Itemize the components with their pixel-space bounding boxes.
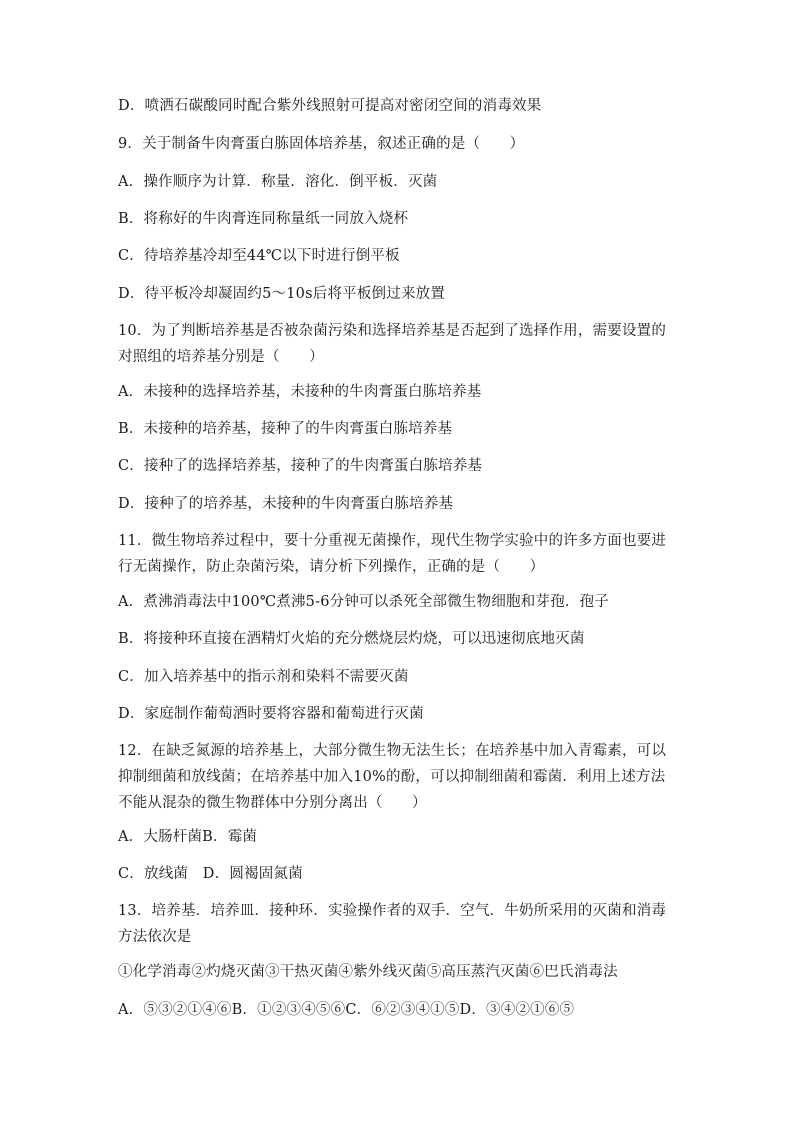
q12-options-cd: C．放线菌 D．圆褐固氮菌 [118, 866, 303, 882]
q11-stem: 11．微生物培养过程中，要十分重视无菌操作，现代生物学实验中的许多方面也要进行无菌操作，防止杂菌污染，请分析下列操作，正确的是（ ） [118, 533, 667, 575]
q11-option-b: B．将接种环直接在酒精灯火焰的充分燃烧层灼烧，可以迅速彻底地灭菌 [118, 631, 585, 647]
q9-option-c: C．待培养基冷却至44℃以下时进行倒平板 [118, 248, 400, 264]
q10-option-c: C．接种了的选择培养基，接种了的牛肉膏蛋白胨培养基 [118, 458, 483, 474]
q11-option-c: C．加入培养基中的指示剂和染料不需要灭菌 [118, 669, 409, 685]
q9-option-b: B．将称好的牛肉膏连同称量纸一同放入烧杯 [118, 211, 409, 227]
q9-stem: 9．关于制备牛肉膏蛋白胨固体培养基，叙述正确的是（ ） [118, 136, 525, 152]
q11-option-a: A．煮沸消毒法中100℃煮沸5-6分钟可以杀死全部微生物细胞和芽孢．孢子 [118, 594, 609, 610]
q12-stem: 12．在缺乏氮源的培养基上，大部分微生物无法生长；在培养基中加入青霉素，可以抑制细菌和放线菌；在培养基中加入10%的酚，可以抑制细菌和霉菌．利用上述方法不能从混杂的微生物群体中分别分离出（ ） [118, 743, 667, 811]
q8-option-d: D．喷洒石碳酸同时配合紫外线照射可提高对密闭空间的消毒效果 [118, 98, 542, 114]
q12-options-ab: A．大肠杆菌B．霉菌 [118, 829, 258, 845]
q13-options: A．⑤③②①④⑥B．①②③④⑤⑥C．⑥②③④①⑤D．③④②①⑥⑤ [118, 1002, 575, 1018]
q13-methods: ①化学消毒②灼烧灭菌③干热灭菌④紫外线灭菌⑤高压蒸汽灭菌⑥巴氏消毒法 [118, 964, 618, 980]
q10-option-a: A．未接种的选择培养基，未接种的牛肉膏蛋白胨培养基 [118, 384, 482, 400]
q10-option-d: D．接种了的培养基，未接种的牛肉膏蛋白胨培养基 [118, 496, 454, 512]
q9-option-a: A．操作顺序为计算．称量．溶化．倒平板．灭菌 [118, 174, 438, 190]
q13-stem: 13．培养基．培养皿．接种环．实验操作者的双手．空气．牛奶所采用的灭菌和消毒方法依次是 [118, 903, 667, 945]
q11-option-d: D．家庭制作葡萄酒时要将容器和葡萄进行灭菌 [118, 706, 424, 722]
q9-option-d: D．待平板冷却凝固约5～10s后将平板倒过来放置 [118, 286, 446, 302]
q10-stem: 10．为了判断培养基是否被杂菌污染和选择培养基是否起到了选择作用，需要设置的对照组的培养基分别是（ ） [118, 323, 667, 365]
q10-option-b: B．未接种的培养基，接种了的牛肉膏蛋白胨培养基 [118, 421, 453, 437]
